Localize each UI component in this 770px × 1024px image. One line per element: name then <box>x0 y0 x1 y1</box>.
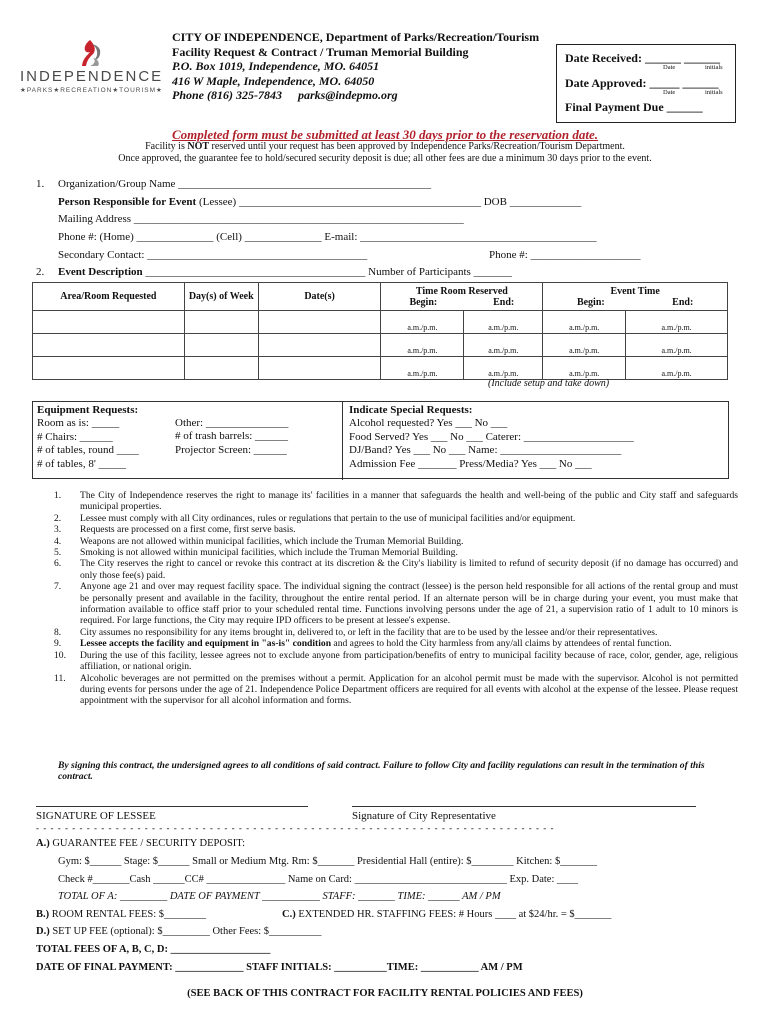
secondary-contact-field[interactable]: Secondary Contact: ________________________________________ <box>58 249 368 261</box>
total-fees-field[interactable]: TOTAL FEES OF A, B, C, D: ___________________ <box>36 944 271 955</box>
event-begin-cell[interactable]: a.m./p.m. <box>543 357 626 380</box>
event-description-blanks: ________________________________________ Number of Participants _______ <box>142 266 513 278</box>
days-cell[interactable] <box>184 334 258 357</box>
event-begin-cell[interactable]: a.m./p.m. <box>543 311 626 334</box>
reserved-end-cell[interactable]: a.m./p.m. <box>464 357 543 380</box>
header-line-4: 416 W Maple, Independence, MO. 64050 <box>172 73 375 88</box>
payment-method-fields[interactable]: Check #_______Cash ______CC# _______________ Name on Card: _____________________________ Exp. Date: ____ <box>58 874 579 885</box>
area-cell[interactable] <box>33 311 185 334</box>
section-d-text: SET UP FEE (optional): $_________ Other Fees: $__________ <box>49 926 322 937</box>
organization-name-field[interactable]: Organization/Group Name ______________________________________________ <box>58 178 432 190</box>
submission-notice: Completed form must be submitted at least 30 days prior to the reservation date. <box>171 127 599 142</box>
alcohol-requested-field[interactable]: Alcohol requested? Yes ___ No ___ <box>349 417 508 430</box>
date-sublabel: Date <box>663 89 676 96</box>
dates-cell[interactable] <box>258 311 381 334</box>
projector-screen-field[interactable]: Projector Screen: ______ <box>175 443 287 456</box>
area-cell[interactable] <box>33 357 185 380</box>
rule-number: 2. <box>54 512 62 524</box>
header-time-reserved <box>381 283 543 311</box>
header-event-end: End: <box>672 296 694 308</box>
room-rental-fees-field[interactable] <box>36 909 206 920</box>
table-row[interactable] <box>33 311 728 334</box>
header-time-reserved-label: Time Room Reserved <box>415 285 508 297</box>
rule-text: and agrees to hold the City harmless from any/all claims by attendees of rental function. <box>331 638 672 650</box>
staffing-fees-field[interactable] <box>282 909 611 920</box>
rule-item <box>54 490 738 513</box>
date-approved-field[interactable]: Date Approved: _____ ______ <box>565 76 719 90</box>
event-description-field[interactable] <box>58 266 512 278</box>
person-responsible-label: Person Responsible for Event <box>58 196 197 208</box>
reserved-begin-cell[interactable]: a.m./p.m. <box>381 334 464 357</box>
date-received-field[interactable]: Date Received: ______ ______ <box>565 51 720 65</box>
eight-foot-tables-field[interactable]: # of tables, 8' _____ <box>37 457 127 470</box>
table-row[interactable] <box>33 357 728 380</box>
requests-divider <box>342 402 343 480</box>
city-signature-line[interactable] <box>352 806 696 807</box>
dates-cell[interactable] <box>258 334 381 357</box>
header-days-of-week: Day(s) of Week <box>184 283 258 311</box>
special-requests-title: Indicate Special Requests: <box>349 404 473 416</box>
area-cell[interactable] <box>33 334 185 357</box>
days-cell[interactable] <box>184 311 258 334</box>
other-equipment-field[interactable]: Other: _______________ <box>175 417 289 429</box>
section-a-text: GUARANTEE FEE / SECURITY DEPOSIT: <box>49 838 246 849</box>
rule-text: Anyone age 21 and over may request facility space. The individual signing the contract (lessee) is the person held responsible for all actions of the rental group and must be personally present and available in the facility, throughout the entire rental period. If an alternate person will be in charge during your event, you must make that information available to office staff prior to your scheduled rental time. Functions involving persons under the age of 21, a supervision ratio of 1 adult to 10 minors is required. For large functions, the City may require IPD officers to be present at lessee's expense. <box>80 581 738 627</box>
event-end-cell[interactable]: a.m./p.m. <box>626 334 728 357</box>
days-cell[interactable] <box>184 357 258 380</box>
reserved-end-cell[interactable]: a.m./p.m. <box>464 334 543 357</box>
rule-text: Weapons are not allowed within municipal facilities, which include the Truman Memorial Building. <box>80 535 464 547</box>
secondary-phone-field[interactable]: Phone #: ____________________ <box>489 249 641 261</box>
rule-item <box>54 627 738 638</box>
header-dates: Date(s) <box>258 283 381 311</box>
signing-agreement: By signing this contract, the undersigned agrees to all conditions of said contract. Failure to follow City and facility regulations can result in the termination of this contract. <box>58 760 705 783</box>
rule-text: Smoking is not allowed within municipal facilities, which include the Truman Memorial Building. <box>80 547 458 559</box>
rules-list <box>54 490 738 707</box>
setup-fee-field[interactable] <box>36 926 322 937</box>
header-reserved-begin: Begin: <box>409 296 438 308</box>
rule-number: 9. <box>54 638 62 650</box>
rule-number: 11. <box>54 672 66 684</box>
rule-item <box>54 650 738 673</box>
rule-number: 4. <box>54 535 62 547</box>
rule-item <box>54 638 738 649</box>
fee-notice: Once approved, the guarantee fee to hold/secured security deposit is due; all other fees are due a minimum 30 days prior to the event. <box>118 153 652 164</box>
person-responsible-blanks: (Lessee) ____________________________________________ DOB _____________ <box>196 196 582 208</box>
rule-number: 7. <box>54 581 62 593</box>
rule-number: 1. <box>54 490 62 501</box>
logo-name: INDEPENDENCE <box>20 68 164 85</box>
header-phone: Phone (816) 325-7843 <box>172 88 282 103</box>
room-as-is-field[interactable]: Room as is: _____ <box>37 417 120 430</box>
setup-note: (Include setup and take down) <box>488 378 610 389</box>
header-area-room: Area/Room Requested <box>33 283 185 311</box>
section-a-label: A.) <box>36 838 50 849</box>
letterhead <box>172 30 539 103</box>
event-end-cell[interactable]: a.m./p.m. <box>626 357 728 380</box>
rule-number: 10. <box>54 649 66 661</box>
reserved-end-cell[interactable]: a.m./p.m. <box>464 311 543 334</box>
equipment-title: Equipment Requests: <box>37 404 139 416</box>
rule-text: City assumes no responsibility for any items brought in, delivered to, or left in the facility that are to be used by the lessee and/or their representatives. <box>80 626 658 638</box>
rule-item <box>54 513 738 524</box>
cut-divider: - - - - - - - - - - - - - - - - - - - - - - - - - - - - - - - - - - - - - - - - - - - - - - - - - - - - - - - - - - - - - - - - - - - - - - - - <box>36 823 555 833</box>
final-payment-due-field[interactable]: Final Payment Due ______ <box>565 100 703 114</box>
city-logo <box>20 38 162 98</box>
rule-item <box>54 524 738 535</box>
phone-email-field[interactable]: Phone #: (Home) ______________ (Cell) ______________ E-mail: ___________________________________________ <box>58 231 597 243</box>
equipment-requests <box>37 404 139 471</box>
trash-barrels-field[interactable]: # of trash barrels: ______ <box>175 430 289 443</box>
reservation-notice <box>0 141 770 152</box>
reserved-begin-cell[interactable]: a.m./p.m. <box>381 311 464 334</box>
office-date-box <box>556 44 736 123</box>
dj-band-field[interactable]: DJ/Band? Yes ___ No ___ Name: ______________________ <box>349 444 622 457</box>
chairs-field[interactable]: # Chairs: ______ <box>37 430 113 443</box>
final-payment-field[interactable]: DATE OF FINAL PAYMENT: _____________ STAFF INITIALS: __________TIME: ___________ AM / PM <box>36 962 523 973</box>
rule-number: 3. <box>54 524 62 536</box>
rule-item <box>54 581 738 627</box>
city-signature-label: Signature of City Representative <box>352 810 496 822</box>
reserved-begin-cell[interactable]: a.m./p.m. <box>381 357 464 380</box>
flame-logo-icon <box>78 38 104 68</box>
header-reserved-end: End: <box>493 296 515 308</box>
rule-text: The City of Independence reserves the right to manage its' facilities in a manner that safeguards the health and well-being of the public and City staff and safeguards municipal properties. <box>80 490 738 513</box>
total-a-fields[interactable]: TOTAL OF A: _________ DATE OF PAYMENT ___________ STAFF: _______ TIME: ______ AM / PM <box>58 891 501 902</box>
header-line-3: P.O. Box 1019, Independence, MO. 64051 <box>172 59 380 74</box>
special-requests <box>349 404 634 471</box>
reservation-notice-bold: NOT <box>187 141 210 152</box>
item-number-2: 2. <box>36 266 45 278</box>
header-email[interactable]: parks@indepmo.org <box>298 88 398 103</box>
rule-text-bold: Lessee accepts the facility and equipment in "as-is" condition <box>80 638 332 650</box>
rule-item <box>54 536 738 547</box>
dates-cell[interactable] <box>258 357 381 380</box>
header-line-2: Facility Request & Contract / Truman Memorial Building <box>172 44 469 59</box>
reservation-notice-pre: Facility is <box>145 141 188 152</box>
event-schedule-table <box>32 282 728 380</box>
rule-number: 5. <box>54 547 62 559</box>
rule-number: 8. <box>54 626 62 638</box>
table-row[interactable] <box>33 334 728 357</box>
rule-number: 6. <box>54 558 62 570</box>
header-contact <box>172 88 539 103</box>
header-event-begin: Begin: <box>576 296 605 308</box>
logo-tagline: ★PARKS★RECREATION★TOURISM★ <box>20 87 163 94</box>
admission-press-field[interactable]: Admission Fee _______ Press/Media? Yes ___ No ___ <box>349 457 592 470</box>
rule-text: The City reserves the right to cancel or revoke this contract at its discretion & the City's liability is limited to refund of security deposit (if no damage has occurred) and only those fee(s) paid. <box>80 558 738 581</box>
item-number-1: 1. <box>36 178 45 190</box>
header-event-time <box>543 283 728 311</box>
header-line-1: CITY OF INDEPENDENCE, Department of Parks/Recreation/Tourism <box>172 30 540 44</box>
section-b-text: ROOM RENTAL FEES: $________ <box>49 909 206 920</box>
initials-sublabel: initials <box>705 64 723 71</box>
equipment-requests-extra <box>175 417 288 457</box>
rule-text: Alcoholic beverages are not permitted on the premises without a permit. Application for an alcohol permit must be made with the supervisor. Alcohol is not permitted during events for persons under the age of 21. Independence Police Department officers are required for all events with alcohol at the expense of the lessee. Please request appointment with the supervisor for all alcohol information and forms. <box>80 672 738 707</box>
lessee-signature-line[interactable] <box>36 806 308 807</box>
guarantee-fee-heading <box>36 838 245 849</box>
section-c-text: EXTENDED HR. STAFFING FEES: # Hours ____ at $24/hr. = $_______ <box>295 909 612 920</box>
rule-item <box>54 673 738 707</box>
back-page-note: (SEE BACK OF THIS CONTRACT FOR FACILITY RENTAL POLICIES AND FEES) <box>187 988 583 999</box>
rule-item <box>54 547 738 558</box>
section-b-label: B.) <box>36 909 50 920</box>
initials-sublabel: initials <box>705 89 723 96</box>
reservation-notice-post: reserved until your request has been approved by Independence Parks/Recreation/Tourism Department. <box>209 141 625 152</box>
food-served-field[interactable]: Food Served? Yes ___ No ___ Caterer: ____________________ <box>349 430 634 443</box>
table-header-row <box>33 283 728 311</box>
person-responsible-field[interactable] <box>58 196 581 208</box>
event-end-cell[interactable]: a.m./p.m. <box>626 311 728 334</box>
requests-box <box>32 401 729 479</box>
event-description-label: Event Description <box>58 266 143 278</box>
room-deposit-fields[interactable]: Gym: $______ Stage: $______ Small or Medium Mtg. Rm: $_______ Presidential Hall (entire): $________ Kitchen: $_______ <box>58 856 597 867</box>
rule-text: Requests are processed on a first come, first serve basis. <box>80 524 296 536</box>
event-begin-cell[interactable]: a.m./p.m. <box>543 334 626 357</box>
mailing-address-field[interactable]: Mailing Address ____________________________________________________________ <box>58 213 464 225</box>
rule-text: During the use of this facility, lessee agrees not to exclude anyone from participation/benefits of entry to municipal facility because of race, color, gender, age, religious affiliation, or national origin. <box>80 649 738 673</box>
section-d-label: D.) <box>36 926 50 937</box>
header-event-time-label: Event Time <box>610 285 660 297</box>
lessee-signature-label: SIGNATURE OF LESSEE <box>36 810 156 822</box>
date-sublabel: Date <box>663 64 676 71</box>
rule-text: Lessee must comply with all City ordinances, rules or regulations that pertain to the use of municipal facilities and/or equipment. <box>80 512 576 524</box>
rule-item <box>54 558 738 581</box>
round-tables-field[interactable]: # of tables, round ____ <box>37 444 139 457</box>
section-c-label: C.) <box>282 909 296 920</box>
